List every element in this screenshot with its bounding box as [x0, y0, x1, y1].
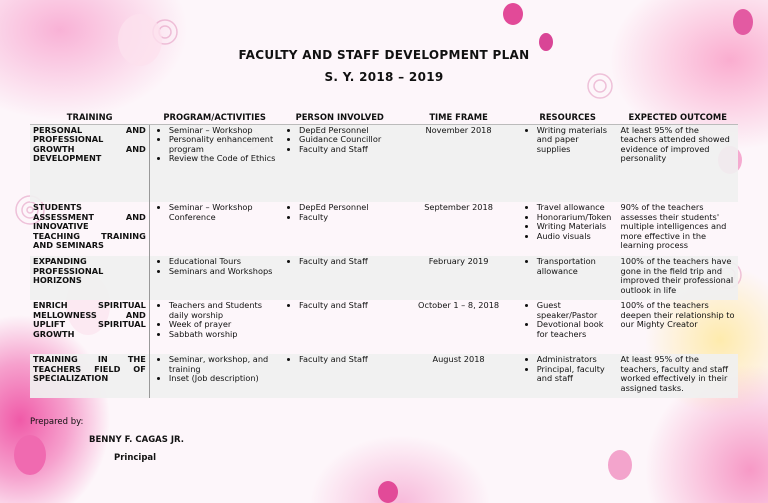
signatory-name: BENNY F. CAGAS JR.	[89, 435, 184, 445]
training-line: TEACHING TRAINING	[33, 230, 146, 241]
training-line: TEACHERS FIELD OF	[33, 363, 146, 374]
resources-cell	[518, 202, 618, 256]
training-cell	[30, 300, 149, 354]
outcome-cell: 100% of the teachers deepen their relationship to our Mighty Creator	[620, 300, 735, 330]
list-item: • Guidance Councillor	[299, 135, 396, 145]
training-line: EXPANDING	[33, 256, 87, 267]
training-line: SPECIALIZATION	[33, 373, 109, 384]
resources-cell	[518, 354, 618, 398]
programs-cell	[149, 354, 280, 398]
outcome-cell: 90% of the teachers assesses their students' multiple intelligences and more effective in the learning process	[620, 202, 727, 251]
programs-cell	[149, 124, 280, 202]
list-item: • Writing materials and paper supplies	[537, 126, 615, 155]
training-line: HORIZONS	[33, 275, 82, 286]
table-row	[30, 300, 738, 354]
persons-cell	[280, 124, 399, 202]
resources-cell	[518, 300, 618, 354]
training-line: UPLIFT SPIRITUAL	[33, 319, 146, 330]
prepared-by-label: Prepared by:	[30, 417, 84, 427]
programs-cell	[149, 300, 280, 354]
list-item: • Audio visuals	[537, 232, 615, 242]
list-item: • Educational Tours	[169, 257, 277, 267]
list-item: • Teachers and Students daily worship	[169, 301, 277, 320]
table-header-row	[30, 113, 738, 124]
time-frame-cell: September 2018	[424, 202, 493, 213]
list-item: • Faculty	[299, 213, 396, 223]
training-line: PROFESSIONAL	[33, 134, 104, 145]
outcome-cell: At least 95% of the teachers, faculty and staff worked effectively in their assigned tasks.	[618, 354, 738, 398]
training-cell	[30, 256, 149, 300]
resources-cell	[518, 124, 618, 202]
column-header: PROGRAM/ACTIVITIES	[149, 113, 280, 124]
persons-cell	[280, 202, 399, 256]
list-item: • Faculty and Staff	[299, 145, 396, 155]
list-item: • Honorarium/Token	[537, 213, 615, 223]
list-item: • Sabbath worship	[169, 330, 277, 340]
list-item: • Travel allowance	[537, 203, 615, 213]
training-line: PERSONAL AND	[33, 124, 146, 135]
persons-cell	[280, 256, 399, 300]
column-header: TRAINING	[30, 113, 149, 124]
list-item: • Transportation allowance	[537, 257, 615, 276]
training-cell	[30, 354, 149, 398]
school-year: S. Y. 2018 – 2019	[324, 70, 444, 84]
table-row	[30, 124, 738, 202]
list-item: • Devotional book for teachers	[537, 320, 615, 339]
list-item: • Review the Code of Ethics	[169, 154, 277, 164]
time-frame-cell: August 2018	[399, 354, 517, 398]
time-frame-cell: February 2019	[399, 256, 517, 300]
training-cell	[30, 124, 149, 202]
column-header: EXPECTED OUTCOME	[618, 113, 738, 124]
list-item: • Administrators	[537, 355, 615, 365]
time-frame-cell: October 1 – 8, 2018	[418, 300, 500, 311]
table-row	[30, 256, 738, 300]
training-line: ENRICH SPIRITUAL	[33, 300, 146, 311]
list-item: • Inset (Job description)	[169, 374, 277, 384]
training-line: ASSESSMENT AND	[33, 211, 146, 222]
column-header: PERSON INVOLVED	[280, 113, 399, 124]
persons-cell	[280, 354, 399, 398]
column-header: TIME FRAME	[399, 113, 517, 124]
list-item: • Seminar – Workshop Conference	[169, 203, 277, 222]
training-line: STUDENTS	[33, 202, 82, 213]
time-frame-cell: November 2018	[399, 124, 517, 202]
table-row	[30, 354, 738, 398]
outcome-cell: At least 95% of the teachers attended showed evidence of improved personality	[618, 124, 738, 202]
list-item: • Faculty and Staff	[299, 257, 396, 267]
development-plan-table	[30, 113, 738, 398]
training-line: INNOVATIVE	[33, 221, 89, 232]
list-item: • Writing Materials	[537, 222, 615, 232]
programs-cell	[149, 202, 280, 256]
column-header: RESOURCES	[518, 113, 618, 124]
training-line: MELLOWNESS AND	[33, 309, 146, 320]
list-item: • Faculty and Staff	[299, 355, 396, 365]
page-title: FACULTY AND STAFF DEVELOPMENT PLAN	[238, 48, 530, 62]
resources-cell	[518, 256, 618, 300]
training-line: GROWTH	[33, 328, 75, 339]
programs-cell	[149, 256, 280, 300]
list-item: • Faculty and Staff	[299, 301, 396, 311]
signatory-position: Principal	[114, 453, 157, 463]
list-item: • DepEd Personnel	[299, 126, 396, 136]
persons-cell	[280, 300, 399, 354]
table-row	[30, 202, 738, 256]
training-line: PROFESSIONAL	[33, 265, 104, 276]
training-line: GROWTH AND	[33, 143, 146, 154]
training-line: DEVELOPMENT	[33, 153, 102, 164]
training-line: AND SEMINARS	[33, 240, 104, 251]
training-line: TRAINING IN THE	[33, 354, 146, 365]
list-item: • Seminar, workshop, and training	[169, 355, 277, 374]
list-item: • Week of prayer	[169, 320, 277, 330]
training-cell	[30, 202, 149, 256]
list-item: • Principal, faculty and staff	[537, 365, 615, 384]
list-item: • Seminars and Workshops	[169, 267, 277, 277]
outcome-cell: 100% of the teachers have gone in the field trip and improved their professional outlook in life	[618, 256, 738, 300]
list-item: • Seminar – Workshop	[169, 126, 277, 136]
list-item: • Guest speaker/Pastor	[537, 301, 615, 320]
list-item: • DepEd Personnel	[299, 203, 396, 213]
list-item: • Personality enhancement program	[169, 135, 277, 154]
